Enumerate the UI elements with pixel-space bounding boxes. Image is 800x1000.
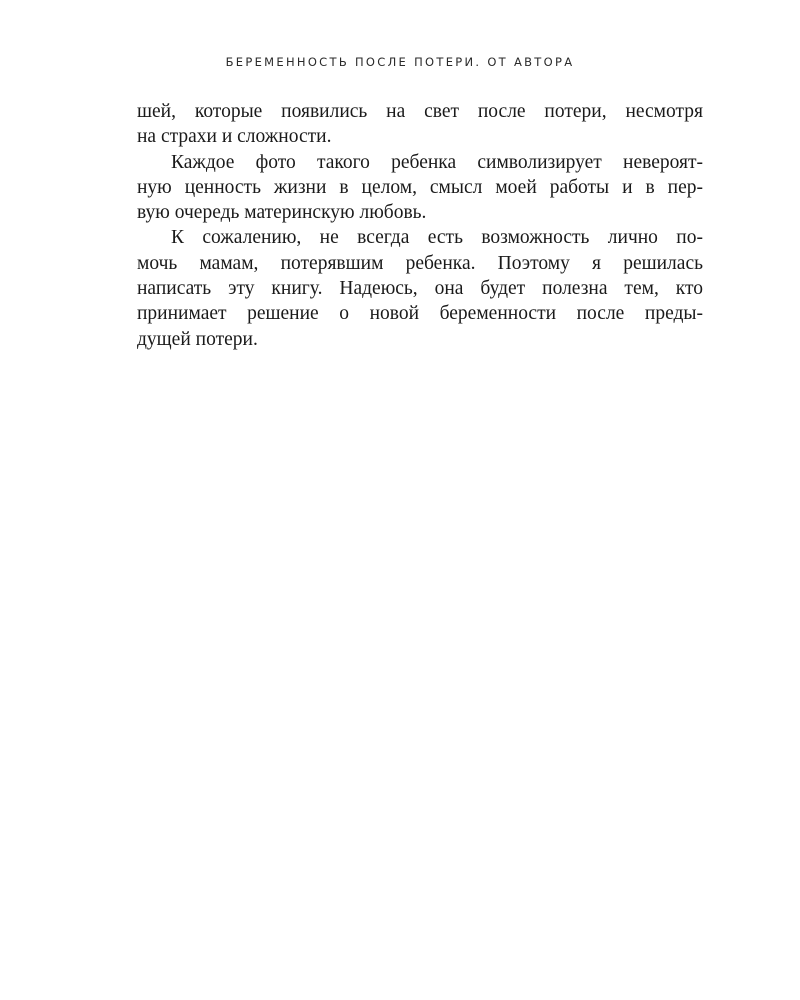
paragraph-2 — [137, 150, 703, 226]
body-text — [137, 99, 703, 352]
paragraph-1-line-2: на страхи и сложности. — [137, 126, 332, 148]
paragraph-3-line-2: мочь мамам, потерявшим ребенка. Поэтому я решилась — [137, 252, 703, 274]
paragraph-3-line-1: К сожалению, не всегда есть возможность лично по- — [171, 227, 703, 249]
paragraph-3 — [137, 225, 703, 351]
paragraph-3-line-3: написать эту книгу. Надеюсь, она будет полезна тем, кто — [137, 278, 703, 300]
paragraph-3-line-5: дущей потери. — [137, 328, 258, 350]
paragraph-2-line-2: ную ценность жизни в целом, смысл моей работы и в пер- — [137, 176, 703, 198]
paragraph-2-line-3: вую очередь материнскую любовь. — [137, 202, 427, 224]
paragraph-2-line-1: Каждое фото такого ребенка символизирует невероят- — [171, 151, 703, 173]
paragraph-3-line-4: принимает решение о новой беременности после преды- — [137, 303, 703, 325]
paragraph-1-line-1: шей, которые появились на свет после потери, несмотря — [137, 101, 703, 122]
running-head: БЕРЕМЕННОСТЬ ПОСЛЕ ПОТЕРИ. ОТ АВТОРА — [225, 55, 575, 69]
paragraph-1 — [137, 99, 703, 150]
